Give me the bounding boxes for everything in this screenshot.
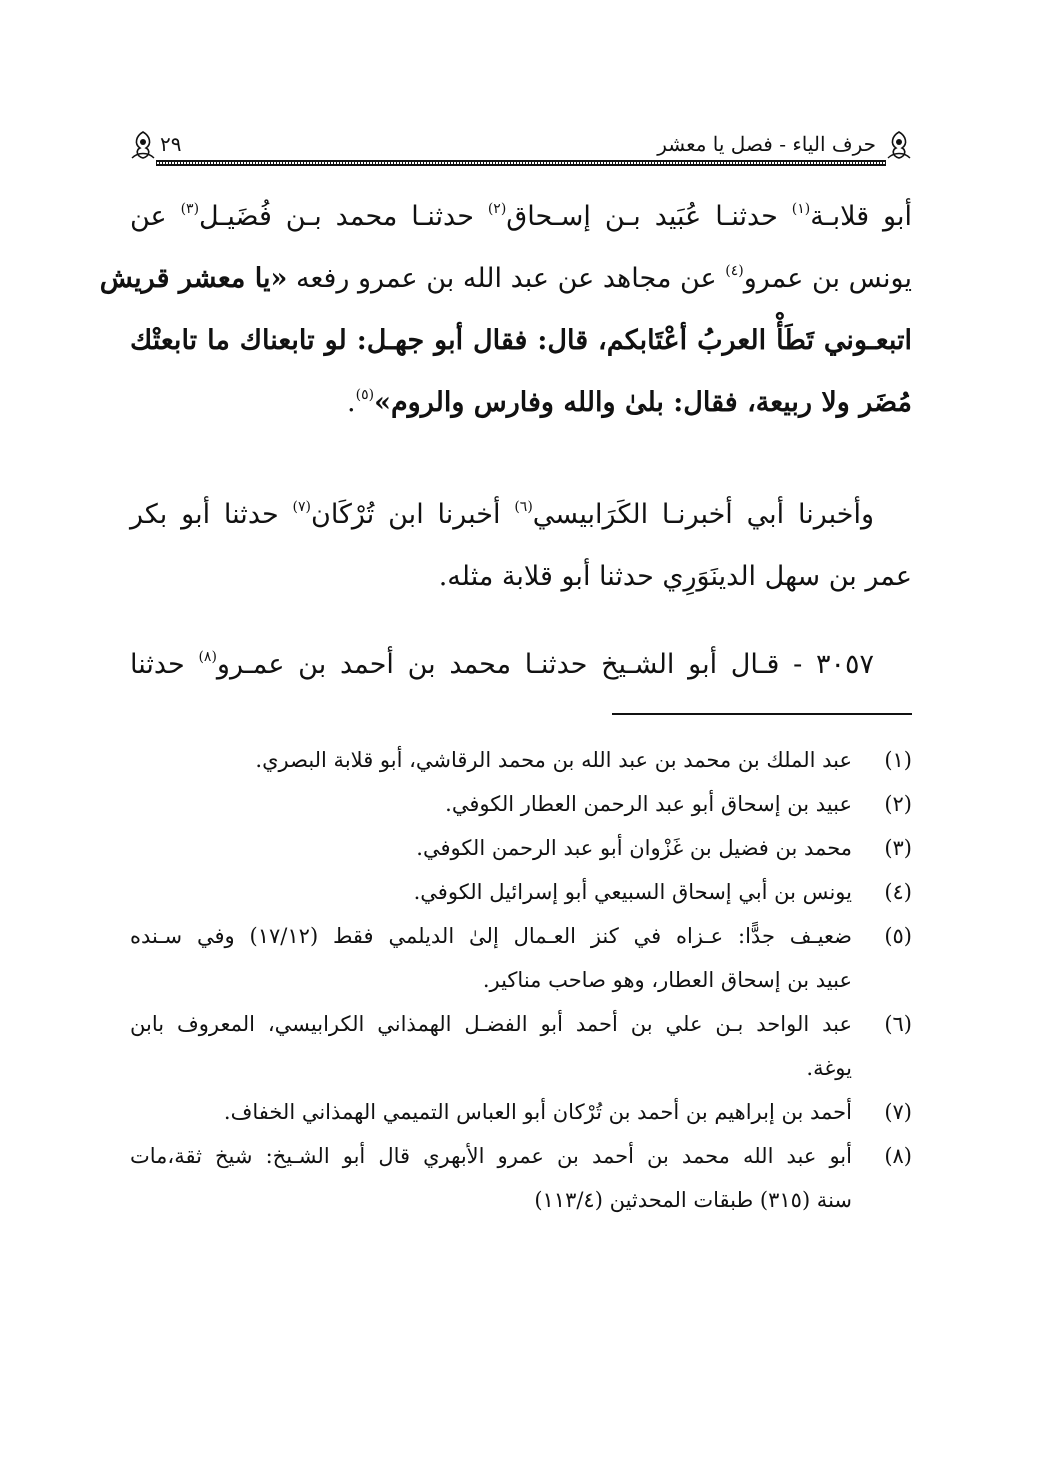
footnote-item: [130, 914, 912, 1002]
second-paragraph: [130, 484, 912, 608]
footnote-number: (٤): [884, 880, 912, 904]
footnote-number: (٦): [884, 1012, 912, 1036]
hadith-text: «يا معشر قريش: [99, 263, 288, 294]
footnote-number: (٣): [884, 836, 912, 860]
hadith-text-line: اتبعـوني تَطَأْ العربُ أعْتَابكم، قال: فقال أبو جهـل: لو تابعناك ما تابعتْك: [130, 325, 912, 356]
footnote-ref[interactable]: (٧): [292, 499, 311, 515]
footnote-text: سنة (٣١٥) طبقات المحدثين (١١٣/٤): [534, 1188, 852, 1212]
footnote-text: يونس بن أبي إسحاق السبيعي أبو إسرائيل الكوفي.: [413, 880, 852, 904]
footnote-text: عبيد بن إسحاق أبو عبد الرحمن العطار الكوفي.: [445, 792, 852, 816]
text-line: ٣٠٥٧ - قـال أبو الشـيخ حدثنـا محمد بن أحمد بن عمـرو$^{(٨)}$ حدثنا: [130, 649, 874, 680]
footnote-text: محمد بن فضيل بن غَزْوان أبو عبد الرحمن الكوفي.: [416, 836, 852, 860]
page-header: [130, 128, 912, 168]
text-line: يونس بن عمرو$^{(٤)}$ عن مجاهد عن عبد الله بن عمرو رفعه «يا معشر قريش: [99, 263, 912, 294]
footnote-text: أبو عبد الله محمد بن أحمد بن عمرو الأبهري قال أبو الشـيخ: شيخ ثقة،مات: [130, 1144, 852, 1168]
running-title: حرف الياء - فصل يا معشر: [657, 132, 876, 156]
footnote-number: (٢): [884, 792, 912, 816]
footnote-text: أحمد بن إبراهيم بن أحمد بن تُرْكان أبو العباس التميمي الهمذاني الخفاف.: [223, 1100, 852, 1124]
footnote-number: (٧): [884, 1100, 912, 1124]
footnotes: [130, 738, 912, 1222]
footnote-ref[interactable]: (٣): [180, 201, 200, 217]
footnote-ref[interactable]: (٤): [725, 263, 744, 279]
text-line: عمر بن سهل الدينَوَرِي حدثنا أبو قلابة مثله.: [438, 561, 912, 592]
footnote-separator: [612, 713, 912, 715]
footnote-number: (١): [884, 748, 912, 772]
footnote-text: ضعيـف جدًّا: عـزاه في كنز العـمال إلىٰ الديلمي فقط (١٧/١٢) وفي سـنده: [130, 924, 852, 948]
footnote-item: [130, 1090, 912, 1134]
footnote-number: (٨): [884, 1144, 912, 1168]
footnote-ref[interactable]: (٨): [198, 649, 217, 665]
hadith-text: مُضَر ولا ربيعة، فقال: بلىٰ والله وفارس والروم»: [374, 387, 912, 418]
footnote-item: [130, 738, 912, 782]
text-line: أبو قلابـة$^{(١)}$ حدثنـا عُبَيد بـن إسـحاق$^{(٢)}$ حدثنـا محمد بـن فُضَيـل$^{(٣)}$ عن: [130, 201, 913, 232]
footnote-ref[interactable]: (١): [791, 201, 811, 217]
text-line: مُضَر ولا ربيعة، فقال: بلىٰ والله وفارس والروم»$^{(٥)}$.: [347, 387, 912, 418]
page-number: ٢٩: [160, 132, 182, 156]
main-paragraph: [99, 186, 913, 434]
footnote-item: [130, 826, 912, 870]
footnote-ref[interactable]: (٢): [487, 201, 507, 217]
third-paragraph: [130, 634, 912, 696]
footnote-item: [130, 870, 912, 914]
footnote-number: (٥): [884, 924, 912, 948]
footnote-text: عبد الملك بن محمد بن عبد الله بن محمد الرقاشي، أبو قلابة البصري.: [255, 748, 852, 772]
footnote-item: [130, 1134, 912, 1222]
footnote-ref[interactable]: (٦): [514, 499, 533, 515]
floral-ornament-icon: [130, 130, 156, 160]
text-line: وأخبرنا أبي أخبرنـا الكَرَابيسي$^{(٦)}$ أخبرنا ابن تُرْكَان$^{(٧)}$ حدثنا أبو بكر: [130, 499, 874, 530]
footnote-ref[interactable]: (٥): [355, 387, 375, 403]
footnote-text: عبيد بن إسحاق العطار، وهو صاحب مناكير.: [482, 968, 852, 992]
footnote-text: عبد الواحد بـن علي بن أحمد أبو الفضـل الهمذاني الكرابيسي، المعروف بابن: [130, 1012, 852, 1036]
footnote-item: [130, 782, 912, 826]
header-rule: [156, 160, 886, 166]
footnote-item: [130, 1002, 912, 1090]
floral-ornament-icon: [886, 130, 912, 160]
footnote-text: يوغة.: [806, 1056, 852, 1080]
